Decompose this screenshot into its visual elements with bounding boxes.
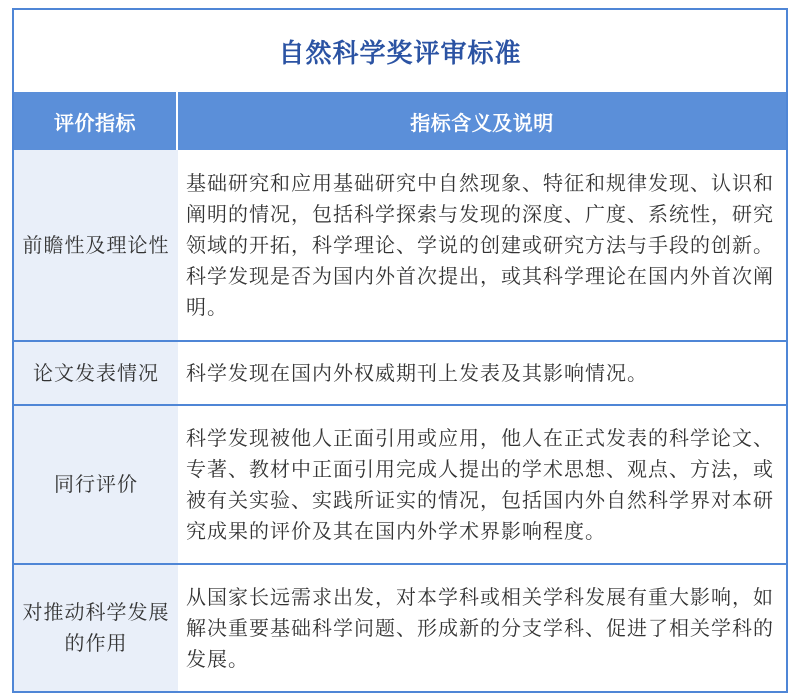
description-cell	[178, 150, 786, 340]
indicator-label: 论文发表情况	[33, 360, 159, 385]
header-cell-indicator: 评价指标	[14, 92, 178, 150]
description-cell	[178, 565, 786, 691]
table-title: 自然科学奖评审标准	[278, 38, 522, 69]
table-row	[14, 563, 786, 691]
description-cell	[178, 406, 786, 563]
table-row	[14, 404, 786, 563]
table-row	[14, 340, 786, 404]
indicator-label: 前瞻性及理论性	[22, 232, 170, 257]
table-header-row	[14, 92, 786, 150]
description-text: 从国家长远需求出发，对本学科或相关学科发展有重大影响，如解决重要基础科学问题、形成新的分支学科、促进了相关学科的发展。	[186, 584, 774, 671]
indicator-cell	[14, 406, 178, 563]
indicator-cell	[14, 150, 178, 340]
indicator-label: 对推动科学发展的作用	[22, 600, 170, 655]
description-cell	[178, 342, 786, 404]
indicator-cell	[14, 565, 178, 691]
header-cell-description: 指标含义及说明	[410, 110, 554, 135]
table-title-row	[14, 10, 786, 92]
description-text: 基础研究和应用基础研究中自然现象、特征和规律发现、认识和阐明的情况，包括科学探索与发现的深度、广度、系统性，研究领域的开拓，科学理论、学说的创建或研究方法与手段的创新。科学发现是否为国内外首次提出，或其科学理论在国内外首次阐明。	[186, 170, 774, 319]
indicator-label: 同行评价	[54, 472, 138, 496]
indicator-cell	[14, 342, 178, 404]
description-text: 科学发现在国内外权威期刊上发表及其影响情况。	[186, 360, 648, 385]
description-text: 科学发现被他人正面引用或应用，他人在正式发表的科学论文、专著、教材中正面引用完成人提出的学术思想、观点、方法，或被有关实验、实践所证实的情况，包括国内外自然科学界对本研究成果的评价及其在国内外学术界影响程度。	[186, 425, 774, 543]
table-row	[14, 150, 786, 340]
criteria-table	[12, 8, 788, 693]
